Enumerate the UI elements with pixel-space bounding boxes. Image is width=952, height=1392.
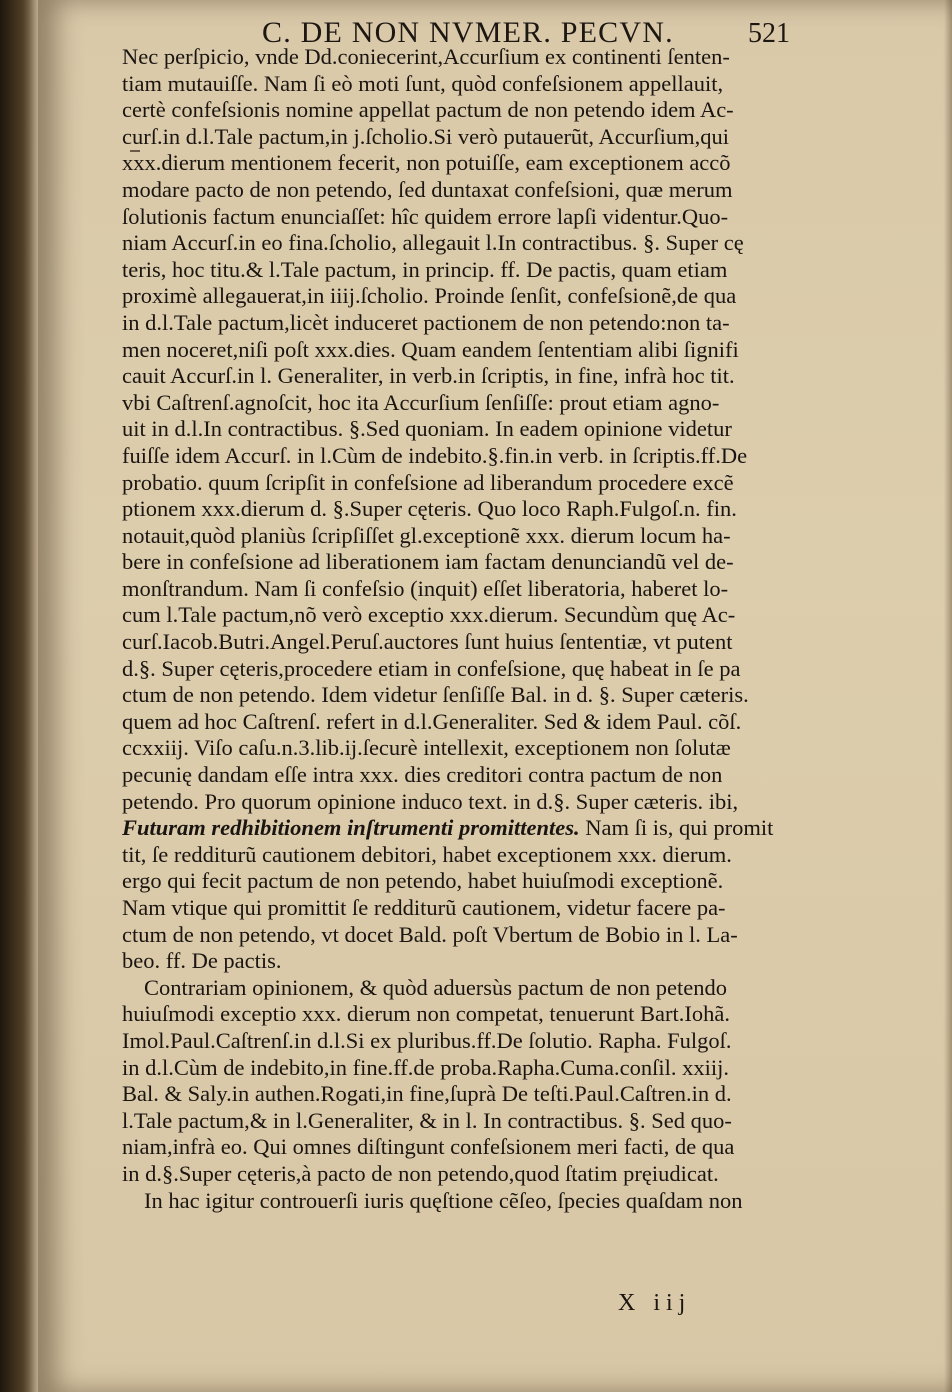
signature-mark: X iij xyxy=(618,1290,692,1316)
page-number: 521 xyxy=(748,18,790,49)
text-line: beo. ff. De pactis. xyxy=(122,948,282,974)
text-line: ergo qui fecit pactum de non petendo, habet huiuſmodi exceptionẽ. xyxy=(122,868,724,894)
text-line: d.§. Super cęteris,procedere etiam in confeſsione, quę habeat in ſe pa xyxy=(122,655,741,681)
text-line: curſ.Iacob.Butri.Angel.Peruſ.auctores ſunt huius ſententiæ, vt putent xyxy=(122,629,733,655)
page-edge xyxy=(944,0,952,1392)
text-line: in d.l.Tale pactum,licèt induceret pactionem de non petendo:non ta- xyxy=(122,309,730,335)
text-line: pecunię dandam eſſe intra xxx. dies creditori contra pactum de non xyxy=(122,762,723,788)
body-text xyxy=(122,44,792,1214)
text-line: quem ad hoc Caſtrenſ. refert in d.l.Generaliter. Sed & idem Paul. cõſ. xyxy=(122,708,742,734)
text-line: tiam mutauiſſe. Nam ſi eò moti ſunt, quòd confeſsionem appellauit, xyxy=(122,70,724,96)
text-line-tail: Nam ſi is, qui promit xyxy=(579,815,774,841)
binding-gutter xyxy=(0,0,40,1392)
paragraph-start-line: In hac igitur controuerſi iuris quęſtione cẽſeo, ſpecies quaſdam non xyxy=(144,1187,743,1213)
text-line: certè confeſsionis nomine appellat pactum de non petendo idem Ac- xyxy=(122,97,734,123)
text-line: uit in d.l.In contractibus. §.Sed quoniam. In eadem opinione videtur xyxy=(122,416,732,442)
text-line: niam Accurſ.in eo fina.ſcholio, allegauit l.In contractibus. §. Super cę xyxy=(122,230,744,256)
text-line: ctum de non petendo, vt docet Bald. poſt Vbertum de Bobio in l. La- xyxy=(122,921,738,947)
text-line: cum l.Tale pactum,nõ verò exceptio xxx.dierum. Secundùm quę Ac- xyxy=(122,602,736,628)
text-line: niam,infrà eo. Qui omnes diſtingunt confeſsionem meri facti, de qua xyxy=(122,1134,735,1160)
text-line: proximè allegauerat,in iiij.ſcholio. Proinde ſenſit, confeſsionẽ,de qua xyxy=(122,283,737,309)
text-line: Nec perſpicio, vnde Dd.coniecerint,Accurſium ex continenti ſenten- xyxy=(122,44,730,69)
paragraph-start-line: Contrariam opinionem, & quòd aduersùs pactum de non petendo xyxy=(144,974,728,1000)
text-line: ctum de non petendo. Idem videtur ſenſiſſe Bal. in d. §. Super cæteris. xyxy=(122,682,749,708)
text-line: curſ.in d.l.Tale pactum,in j.ſcholio.Si verò putauerũt, Accurſium,qui xyxy=(122,123,730,149)
text-line: vbi Caſtrenſ.agnoſcit, hoc ita Accurſium ſenſiſſe: prout etiam agno- xyxy=(122,389,720,415)
text-line: monſtrandum. Nam ſi confeſsio (inquit) eſſet liberatoria, haberet lo- xyxy=(122,575,729,601)
running-title: C. DE NON NVMER. PECVN. xyxy=(262,16,674,49)
text-line-mixed xyxy=(122,815,792,842)
italic-quotation: Futuram redhibitionem inſtrumenti promittentes. xyxy=(122,815,580,841)
text-line: tit, ſe redditurũ cautionem debitori, habet exceptionem xxx. dierum. xyxy=(122,841,732,867)
text-line: in d.§.Super cęteris,à pacto de non petendo,quod ſtatim pręiudicat. xyxy=(122,1160,719,1186)
text-line: ſolutionis factum enunciaſſet: hîc quidem errore lapſi videntur.Quo- xyxy=(122,203,729,229)
text-line: men noceret,niſi poſt xxx.dies. Quam eandem ſententiam alibi ſignifi xyxy=(122,336,739,362)
text-line: fuiſſe idem Accurſ. in l.Cùm de indebito.§.fin.in verb. in ſcriptis.ff.De xyxy=(122,442,748,468)
text-line: probatio. quum ſcripſit in confeſsione ad liberandum procedere excẽ xyxy=(122,469,734,495)
text-line: in d.l.Cùm de indebito,in fine.ff.de proba.Rapha.Cuma.conſil. xxiij. xyxy=(122,1054,729,1080)
text-line: Nam vtique qui promittit ſe redditurũ cautionem, videtur facere pa- xyxy=(122,895,726,920)
text-line: Imol.Paul.Caſtrenſ.in d.l.Si ex pluribus.ff.De ſolutio. Rapha. Fulgoſ. xyxy=(122,1027,732,1053)
text-line: ptionem xxx.dierum d. §.Super cęteris. Quo loco Raph.Fulgoſ.n. fin. xyxy=(122,496,737,522)
text-line: huiuſmodi exceptio xxx. dierum non competat, tenuerunt Bart.Iohã. xyxy=(122,1001,730,1027)
text-line: bere in confeſsione ad liberationem iam factam denunciandũ vel de- xyxy=(122,549,734,575)
text-line: petendo. Pro quorum opinione induco text. in d.§. Super cæteris. ibi, xyxy=(122,788,739,814)
text-line: xxx.dierum mentionem fecerit, non potuiſſe, eam exceptionem accõ xyxy=(122,150,731,176)
text-line: cauit Accurſ.in l. Generaliter, in verb.in ſcriptis, in fine, infrà hoc tit. xyxy=(122,363,735,389)
text-line: modare pacto de non petendo, ſed duntaxat confeſsioni, quæ merum xyxy=(122,176,733,202)
text-line: ccxxiij. Viſo caſu.n.3.lib.ij.ſecurè intellexit, exceptionem non ſolutæ xyxy=(122,735,731,761)
text-line: notauit,quòd planiùs ſcripſiſſet gl.exceptionẽ xxx. dierum locum ha- xyxy=(122,522,731,548)
text-line: l.Tale pactum,& in l.Generaliter, & in l. In contractibus. §. Sed quo- xyxy=(122,1107,732,1133)
text-line: teris, hoc titu.& l.Tale pactum, in princip. ff. De pactis, quam etiam xyxy=(122,256,728,282)
text-line: Bal. & Saly.in authen.Rogati,in fine,ſuprà De teſti.Paul.Caſtren.in d. xyxy=(122,1081,732,1107)
